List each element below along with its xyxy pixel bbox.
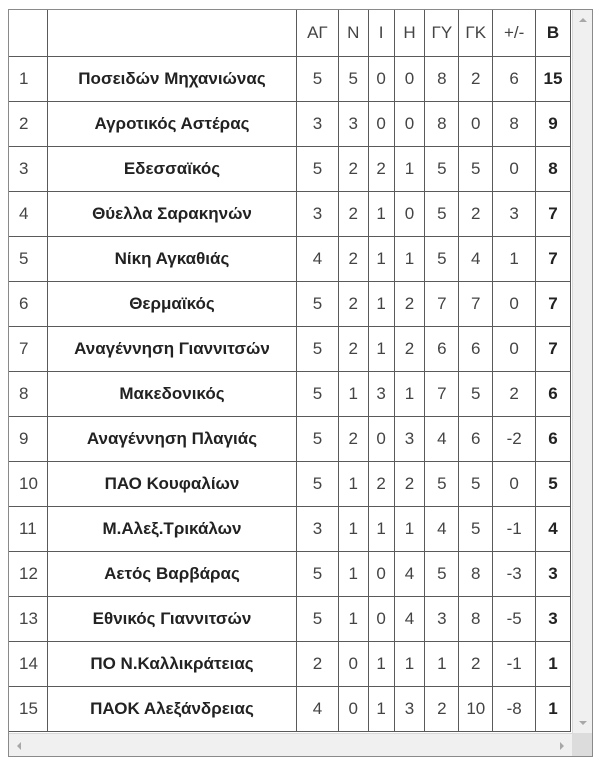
played-cell: 3 [297,507,339,552]
wins-cell: 1 [338,462,368,507]
team-name-cell: Αγροτικός Αστέρας [47,102,296,147]
goal-diff-cell: -1 [493,642,536,687]
points-cell: 7 [536,282,571,327]
points-cell: 7 [536,192,571,237]
points-cell: 4 [536,507,571,552]
losses-cell: 1 [394,507,425,552]
table-row [9,552,571,597]
goals-against-cell: 5 [459,147,493,192]
goals-for-cell: 6 [425,327,459,372]
goal-diff-cell: -8 [493,687,536,732]
draws-cell: 1 [368,327,394,372]
goal-diff-cell: 3 [493,192,536,237]
goals-against-cell: 2 [459,192,493,237]
goal-diff-cell: 0 [493,462,536,507]
wins-cell: 1 [338,372,368,417]
goals-against-cell: 8 [459,597,493,642]
losses-cell: 0 [394,102,425,147]
row-position-cell: 5 [9,237,47,282]
header-row [9,10,571,57]
table-row [9,642,571,687]
row-position-cell: 4 [9,192,47,237]
goals-against-cell: 5 [459,507,493,552]
table-row [9,57,571,102]
row-position-cell: 11 [9,507,47,552]
row-position-cell: 12 [9,552,47,597]
wins-cell: 0 [338,642,368,687]
header-goals-against: ΓΚ [459,10,493,57]
table-row [9,687,571,732]
header-played: ΑΓ [297,10,339,57]
points-cell: 1 [536,687,571,732]
team-name-cell: Αναγέννηση Πλαγιάς [47,417,296,462]
standings-table [9,10,571,732]
goal-diff-cell: 0 [493,282,536,327]
losses-cell: 2 [394,462,425,507]
losses-cell: 4 [394,552,425,597]
table-row [9,462,571,507]
team-name-cell: Μ.Αλεξ.Τρικάλων [47,507,296,552]
draws-cell: 1 [368,507,394,552]
played-cell: 5 [297,147,339,192]
points-cell: 7 [536,327,571,372]
header-points: Β [536,10,571,57]
losses-cell: 0 [394,192,425,237]
goals-against-cell: 4 [459,237,493,282]
points-cell: 6 [536,417,571,462]
header-losses: Η [394,10,425,57]
goal-diff-cell: -2 [493,417,536,462]
row-position-cell: 10 [9,462,47,507]
goals-against-cell: 8 [459,552,493,597]
vertical-scrollbar[interactable] [572,10,593,733]
table-row [9,282,571,327]
table-row [9,102,571,147]
scroll-down-arrow-icon[interactable] [579,721,587,725]
goals-for-cell: 7 [425,372,459,417]
scroll-left-arrow-icon[interactable] [17,742,21,750]
goal-diff-cell: 0 [493,327,536,372]
row-position-cell: 15 [9,687,47,732]
goals-against-cell: 0 [459,102,493,147]
played-cell: 3 [297,192,339,237]
team-name-cell: ΠΑΟ Κουφαλίων [47,462,296,507]
losses-cell: 1 [394,147,425,192]
played-cell: 5 [297,372,339,417]
wins-cell: 1 [338,597,368,642]
points-cell: 1 [536,642,571,687]
table-row [9,237,571,282]
losses-cell: 3 [394,687,425,732]
row-position-cell: 13 [9,597,47,642]
header-pos [9,10,47,57]
points-cell: 3 [536,597,571,642]
goal-diff-cell: 6 [493,57,536,102]
team-name-cell: Αετός Βαρβάρας [47,552,296,597]
row-position-cell: 2 [9,102,47,147]
draws-cell: 0 [368,552,394,597]
team-name-cell: Αναγέννηση Γιαννιτσών [47,327,296,372]
wins-cell: 2 [338,327,368,372]
team-name-cell: ΠΑΟΚ Αλεξάνδρειας [47,687,296,732]
points-cell: 5 [536,462,571,507]
goals-for-cell: 4 [425,507,459,552]
table-row [9,147,571,192]
horizontal-scrollbar[interactable] [9,733,572,757]
draws-cell: 1 [368,192,394,237]
played-cell: 5 [297,552,339,597]
team-name-cell: Ποσειδών Μηχανιώνας [47,57,296,102]
goals-for-cell: 5 [425,237,459,282]
goals-for-cell: 8 [425,102,459,147]
wins-cell: 1 [338,507,368,552]
row-position-cell: 6 [9,282,47,327]
losses-cell: 0 [394,57,425,102]
wins-cell: 2 [338,192,368,237]
losses-cell: 4 [394,597,425,642]
team-name-cell: ΠΟ Ν.Καλλικράτειας [47,642,296,687]
draws-cell: 0 [368,597,394,642]
scroll-right-arrow-icon[interactable] [560,742,564,750]
draws-cell: 2 [368,147,394,192]
losses-cell: 3 [394,417,425,462]
table-row [9,192,571,237]
row-position-cell: 14 [9,642,47,687]
wins-cell: 3 [338,102,368,147]
team-name-cell: Εθνικός Γιαννιτσών [47,597,296,642]
goal-diff-cell: 1 [493,237,536,282]
goals-against-cell: 6 [459,327,493,372]
draws-cell: 2 [368,462,394,507]
points-cell: 6 [536,372,571,417]
table-row [9,327,571,372]
goals-against-cell: 6 [459,417,493,462]
table-viewport [9,10,572,733]
goals-for-cell: 5 [425,192,459,237]
table-row [9,597,571,642]
points-cell: 9 [536,102,571,147]
row-position-cell: 7 [9,327,47,372]
draws-cell: 1 [368,282,394,327]
header-goals-for: ΓΥ [425,10,459,57]
points-cell: 15 [536,57,571,102]
goals-against-cell: 10 [459,687,493,732]
points-cell: 3 [536,552,571,597]
draws-cell: 1 [368,687,394,732]
wins-cell: 1 [338,552,368,597]
team-name-cell: Νίκη Αγκαθιάς [47,237,296,282]
goal-diff-cell: 8 [493,102,536,147]
table-row [9,417,571,462]
losses-cell: 1 [394,372,425,417]
wins-cell: 2 [338,147,368,192]
draws-cell: 0 [368,57,394,102]
wins-cell: 0 [338,687,368,732]
losses-cell: 1 [394,642,425,687]
played-cell: 4 [297,687,339,732]
header-team [47,10,296,57]
goals-against-cell: 5 [459,372,493,417]
goal-diff-cell: -3 [493,552,536,597]
goal-diff-cell: 0 [493,147,536,192]
row-position-cell: 8 [9,372,47,417]
goal-diff-cell: 2 [493,372,536,417]
points-cell: 8 [536,147,571,192]
played-cell: 5 [297,57,339,102]
goals-for-cell: 8 [425,57,459,102]
goals-against-cell: 7 [459,282,493,327]
table-row [9,507,571,552]
played-cell: 5 [297,282,339,327]
team-name-cell: Θερμαϊκός [47,282,296,327]
goals-for-cell: 4 [425,417,459,462]
team-name-cell: Εδεσσαϊκός [47,147,296,192]
played-cell: 5 [297,597,339,642]
goals-for-cell: 2 [425,687,459,732]
wins-cell: 2 [338,417,368,462]
goals-against-cell: 5 [459,462,493,507]
wins-cell: 2 [338,282,368,327]
played-cell: 3 [297,102,339,147]
row-position-cell: 3 [9,147,47,192]
played-cell: 4 [297,237,339,282]
played-cell: 5 [297,327,339,372]
goals-for-cell: 7 [425,282,459,327]
played-cell: 5 [297,462,339,507]
header-wins: Ν [338,10,368,57]
scroll-up-arrow-icon[interactable] [579,18,587,22]
header-goal-diff: +/- [493,10,536,57]
goals-for-cell: 5 [425,147,459,192]
losses-cell: 2 [394,327,425,372]
goals-for-cell: 3 [425,597,459,642]
draws-cell: 0 [368,417,394,462]
header-draws: Ι [368,10,394,57]
draws-cell: 1 [368,237,394,282]
goal-diff-cell: -1 [493,507,536,552]
row-position-cell: 9 [9,417,47,462]
losses-cell: 1 [394,237,425,282]
played-cell: 5 [297,417,339,462]
team-name-cell: Θύελλα Σαρακηνών [47,192,296,237]
draws-cell: 3 [368,372,394,417]
draws-cell: 0 [368,102,394,147]
goals-against-cell: 2 [459,642,493,687]
played-cell: 2 [297,642,339,687]
wins-cell: 2 [338,237,368,282]
goals-for-cell: 1 [425,642,459,687]
table-row [9,372,571,417]
goals-for-cell: 5 [425,552,459,597]
wins-cell: 5 [338,57,368,102]
row-position-cell: 1 [9,57,47,102]
team-name-cell: Μακεδονικός [47,372,296,417]
draws-cell: 1 [368,642,394,687]
goals-against-cell: 2 [459,57,493,102]
goals-for-cell: 5 [425,462,459,507]
losses-cell: 2 [394,282,425,327]
goal-diff-cell: -5 [493,597,536,642]
standings-table-container [8,9,593,757]
points-cell: 7 [536,237,571,282]
scrollbar-corner [572,733,592,756]
